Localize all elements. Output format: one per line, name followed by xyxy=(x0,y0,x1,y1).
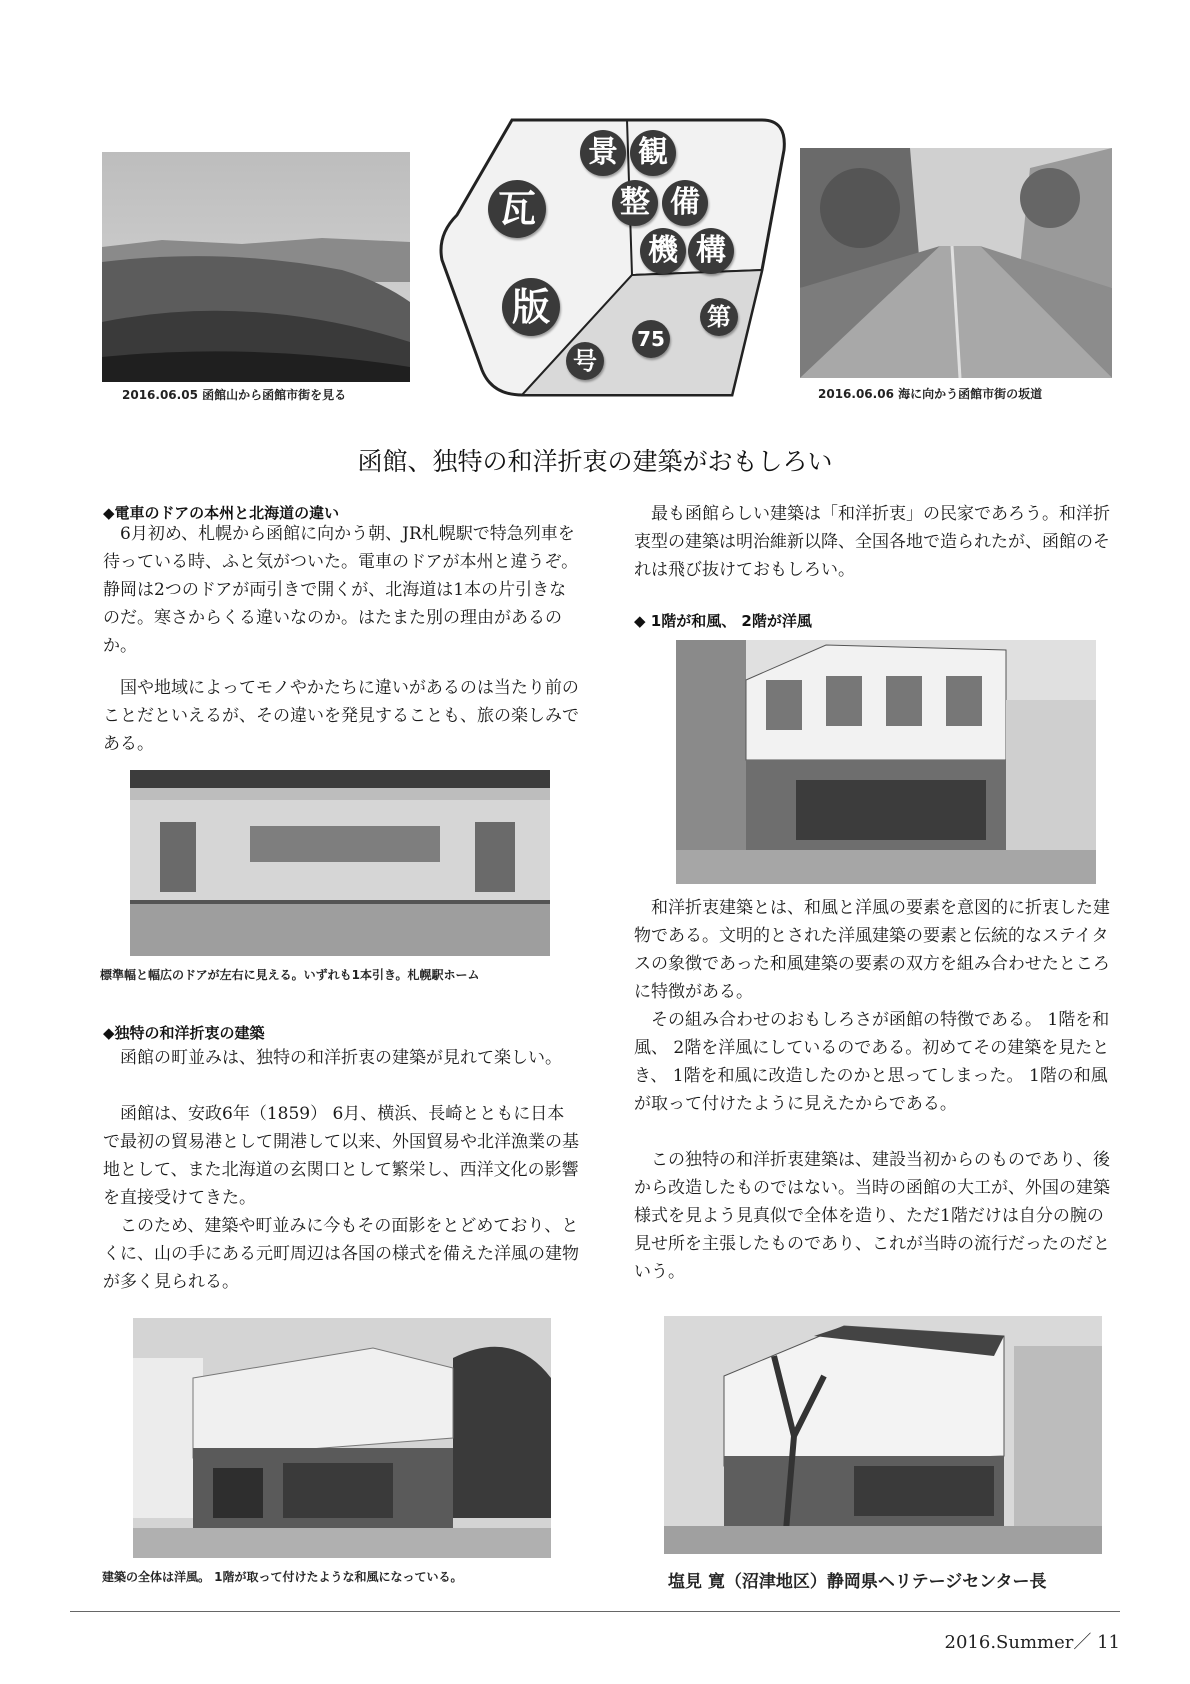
paragraph: その組み合わせのおもしろさが函館の特徴である。 1階を和風、 2階を洋風にしているのである。初めてその建築を見たとき、 1階を和風に改造したのかと思ってしまった。 1階の和風が取って付けたように見えたからである。 xyxy=(634,1010,1110,1114)
section-heading: ◆ 1階が和風、 2階が洋風 xyxy=(634,612,812,630)
paragraph: 最も函館らしい建築は「和洋折衷」の民家であろう。和洋折衷型の建築は明治維新以降、全国各地で造られたが、函館のそれは飛び抜けておもしろい。 xyxy=(634,504,1110,580)
paragraph: 和洋折衷建築とは、和風と洋風の要素を意図的に折衷した建物である。文明的とされた洋風建築の要素と伝統的なステイタスの象徴であった和風建築の要素の双方を組み合わせたところに特徴がある。 xyxy=(634,898,1110,1002)
photo-building-right xyxy=(664,1316,1102,1554)
logo-char: 整 xyxy=(612,180,658,226)
logo-char: 備 xyxy=(662,180,708,226)
logo-char: 版 xyxy=(502,278,560,336)
photo-caption-building-left: 建築の全体は洋風。 1階が取って付けたような和風になっている。 xyxy=(102,1570,463,1584)
photo-hakodate-view xyxy=(102,152,410,382)
logo-char: 観 xyxy=(630,130,676,176)
author-credit: 塩見 寛（沼津地区）静岡県ヘリテージセンター長 xyxy=(668,1572,1047,1592)
logo-char: 瓦 xyxy=(488,180,546,238)
article-title: 函館、独特の和洋折衷の建築がおもしろい xyxy=(357,447,833,476)
logo-issue-char: 第 xyxy=(700,298,738,336)
dice-logo xyxy=(432,110,792,410)
photo-train-platform xyxy=(130,770,550,956)
photo-caption-train: 標準幅と幅広のドアが左右に見える。いずれも1本引き。札幌駅ホーム xyxy=(100,968,480,982)
paragraph: 函館の町並みは、独特の和洋折衷の建築が見れて楽しい。 xyxy=(120,1048,562,1068)
paragraph: このため、建築や町並みに今もその面影をとどめており、とくに、山の手にある元町周辺は各国の様式を備えた洋風の建物が多く見られる。 xyxy=(103,1216,579,1292)
paragraph: 函館は、安政6年（1859） 6月、横浜、長崎とともに日本で最初の貿易港として開港して以来、外国貿易や北洋漁業の基地として、また北海道の玄関口として繁栄し、西洋文化の影響を直接受けてきた。 xyxy=(103,1104,579,1208)
paragraph: 6月初め、札幌から函館に向かう朝、JR札幌駅で特急列車を待っている時、ふと気がついた。電車のドアが本州と違うぞ。静岡は2つのドアが両引きで開くが、北海道は1本の片引きなのだ。寒さからくる違いなのか。はたまた別の理由があるのか。 xyxy=(103,524,579,656)
photo-wayo-building xyxy=(676,640,1096,884)
logo-char: 機 xyxy=(640,228,686,274)
photo-caption-left: 2016.06.05 函館山から函館市街を見る xyxy=(122,388,347,402)
section-heading: ◆独特の和洋折衷の建築 xyxy=(103,1024,265,1042)
logo-char: 構 xyxy=(688,228,734,274)
photo-slope-street xyxy=(800,148,1112,378)
section-heading: ◆電車のドアの本州と北海道の違い xyxy=(103,504,340,522)
photo-caption-right: 2016.06.06 海に向かう函館市街の坂道 xyxy=(818,387,1043,401)
logo-char: 景 xyxy=(580,130,626,176)
logo-issue-char: 号 xyxy=(566,342,604,380)
photo-building-left xyxy=(133,1318,551,1558)
paragraph: 国や地域によってモノやかたちに違いがあるのは当たり前のことだといえるが、その違いを発見することも、旅の楽しみである。 xyxy=(103,678,579,754)
paragraph: この独特の和洋折衷建築は、建設当初からのものであり、後から改造したものではない。当時の函館の大工が、外国の建築様式を見よう見真似で全体を造り、ただ1階だけは自分の腕の見せ所を主張したものであり、これが当時の流行だったのだという。 xyxy=(634,1150,1110,1282)
footer-rule xyxy=(70,1611,1120,1612)
logo-issue-number: 75 xyxy=(632,320,670,358)
page-footer: 2016.Summer／ 11 xyxy=(944,1632,1120,1653)
